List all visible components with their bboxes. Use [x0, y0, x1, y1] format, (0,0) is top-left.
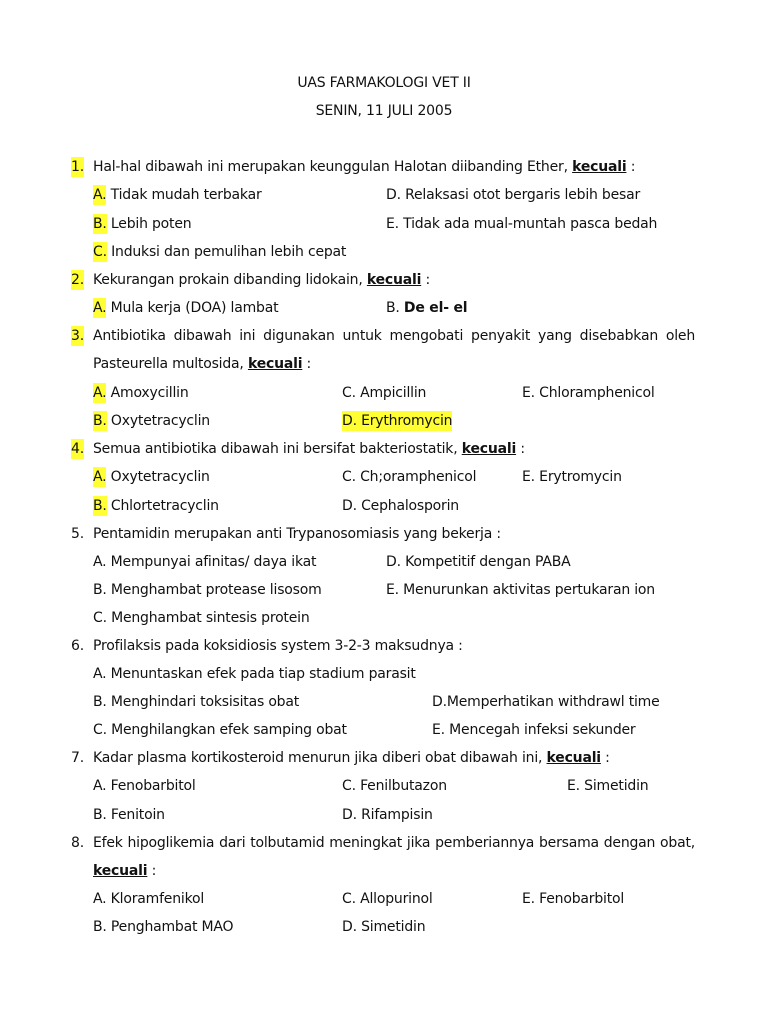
question-number: 7. [71, 750, 84, 766]
keyword-kecuali: kecuali [546, 750, 601, 766]
option-e: E. Erytromycin [522, 469, 622, 485]
option-b: B. Lebih poten [93, 216, 192, 232]
option-a: A. Amoxycillin [93, 385, 189, 401]
question-text: Pentamidin merupakan anti Trypanosomiasis yang bekerja : [93, 526, 501, 542]
option-e: E. Menurunkan aktivitas pertukaran ion [386, 582, 655, 598]
question-number: 4. [71, 441, 84, 457]
question-text: Kadar plasma kortikosteroid menurun jika diberi obat dibawah ini, kecuali : [93, 750, 610, 766]
question-text: Kekurangan prokain dibanding lidokain, kecuali : [93, 272, 430, 288]
keyword-kecuali: kecuali [247, 356, 303, 372]
option-e: E. Simetidin [567, 778, 649, 794]
option-a: A. Tidak mudah terbakar [93, 187, 262, 203]
question-text-line-1: Efek hipoglikemia dari tolbutamid meningkat jika pemberiannya bersama dengan obat, [93, 835, 695, 851]
option-b: B. Menghambat protease lisosom [93, 582, 322, 598]
option-a: A. Fenobarbitol [93, 778, 196, 794]
option-d: D. Kompetitif dengan PABA [386, 554, 571, 570]
question-number: 1. [71, 159, 84, 175]
option-a: A. Mula kerja (DOA) lambat [93, 300, 279, 316]
question-number: 6. [71, 638, 84, 654]
option-a: A. Mempunyai afinitas/ daya ikat [93, 554, 317, 570]
option-a: A. Menuntaskan efek pada tiap stadium parasit [93, 666, 416, 682]
option-d: D.Memperhatikan withdrawl time [432, 694, 660, 710]
option-b: B. De el- el [386, 300, 468, 316]
option-c: C. Allopurinol [342, 891, 433, 907]
option-e: E. Fenobarbitol [522, 891, 625, 907]
question-number: 8. [71, 835, 84, 851]
option-d: D. Rifampisin [342, 807, 433, 823]
option-d: D. Simetidin [342, 919, 426, 935]
option-b: B. Fenitoin [93, 807, 165, 823]
question-text-line-2: Pasteurella multosida, kecuali : [93, 356, 312, 372]
keyword-kecuali: kecuali [93, 863, 148, 879]
option-c: C. Menghambat sintesis protein [93, 610, 310, 626]
option-b: B. Penghambat MAO [93, 919, 234, 935]
option-e: E. Chloramphenicol [522, 385, 655, 401]
option-d: D. Relaksasi otot bergaris lebih besar [386, 187, 641, 203]
keyword-kecuali: kecuali [366, 272, 422, 288]
question-text: Semua antibiotika dibawah ini bersifat bakteriostatik, kecuali : [93, 441, 525, 457]
exam-title: UAS FARMAKOLOGI VET II [297, 75, 471, 91]
question-text: Profilaksis pada koksidiosis system 3-2-3 maksudnya : [93, 638, 463, 654]
option-b: B. Menghindari toksisitas obat [93, 694, 300, 710]
question-number: 5. [71, 526, 84, 542]
keyword-kecuali: kecuali [461, 441, 517, 457]
option-e: E. Mencegah infeksi sekunder [432, 722, 636, 738]
option-c: C. Fenilbutazon [342, 778, 447, 794]
question-text: Hal-hal dibawah ini merupakan keunggulan Halotan diibanding Ether, kecuali : [93, 159, 636, 175]
option-d: D. Erythromycin [342, 413, 453, 429]
option-b: B. Oxytetracyclin [93, 413, 210, 429]
question-text-line-2: kecuali : [93, 863, 157, 879]
option-c: C. Menghilangkan efek samping obat [93, 722, 347, 738]
option-a: A. Oxytetracyclin [93, 469, 210, 485]
option-a: A. Kloramfenikol [93, 891, 205, 907]
question-number: 2. [71, 272, 84, 288]
option-c: C. Ampicillin [342, 385, 427, 401]
option-b: B. Chlortetracyclin [93, 498, 219, 514]
option-e: E. Tidak ada mual-muntah pasca bedah [386, 216, 658, 232]
option-c: C. Induksi dan pemulihan lebih cepat [93, 244, 347, 260]
question-text-line-1: Antibiotika dibawah ini digunakan untuk mengobati penyakit yang disebabkan oleh [93, 328, 695, 344]
keyword-kecuali: kecuali [572, 159, 627, 175]
option-d: D. Cephalosporin [342, 498, 459, 514]
question-number: 3. [71, 328, 84, 344]
exam-date: SENIN, 11 JULI 2005 [315, 103, 453, 119]
option-c: C. Ch;oramphenicol [342, 469, 477, 485]
